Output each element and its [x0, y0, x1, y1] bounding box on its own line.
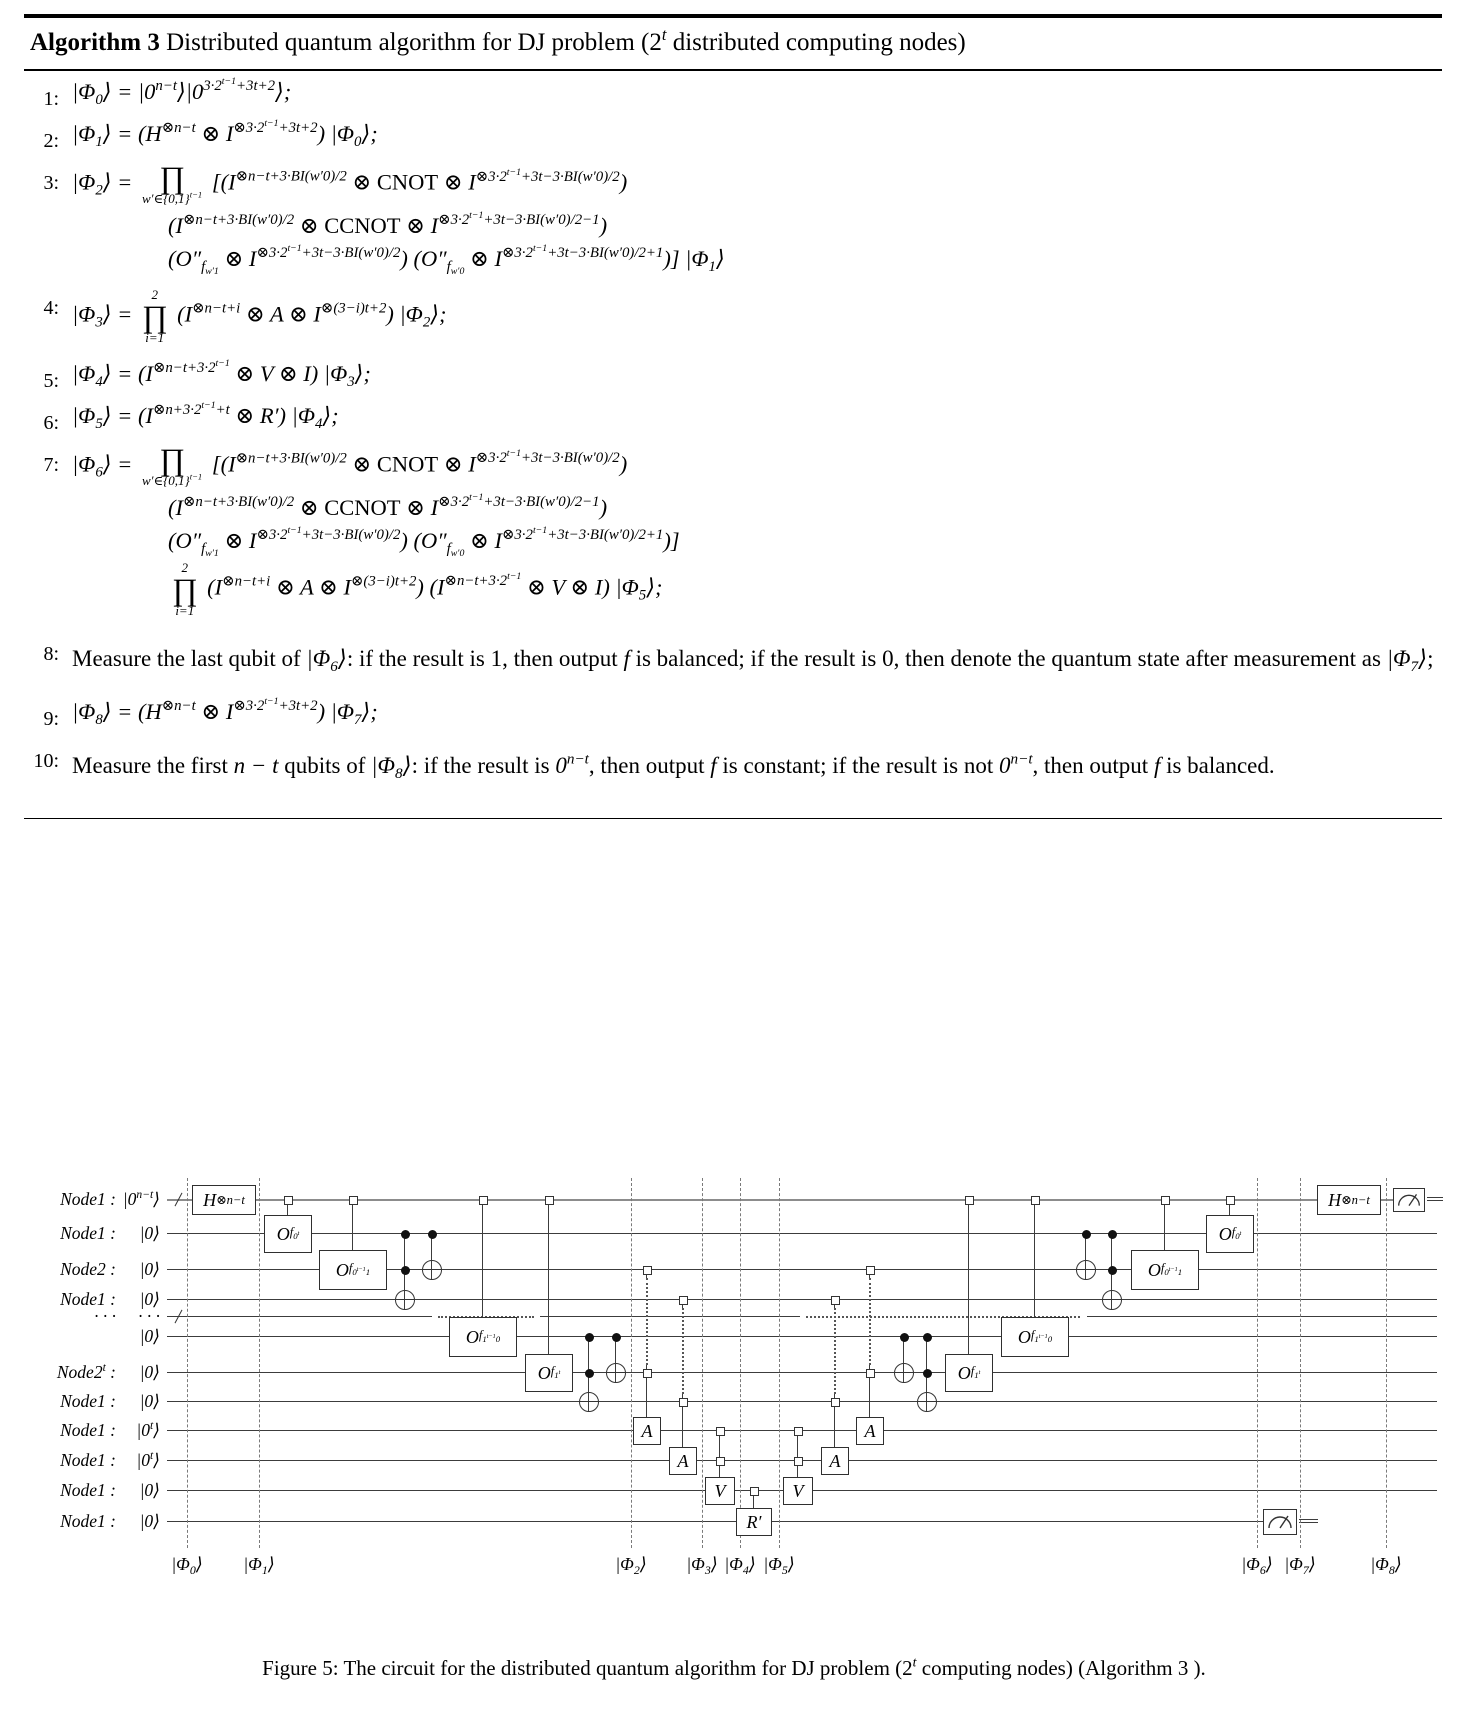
- ctrl-square: [716, 1427, 725, 1436]
- control-dot: [923, 1333, 932, 1342]
- product-symbol: ∏ $w'\in\{0,1\}^{t-1}$: [141, 441, 203, 489]
- state-label: $|\Phi_0⟩$: [171, 1554, 203, 1577]
- wire-line: [167, 1299, 1437, 1300]
- cnot-target-cross: [395, 1299, 415, 1300]
- ctrl-square: [643, 1266, 652, 1275]
- wire-ket-label: |0⟩: [139, 1289, 160, 1310]
- step-number: 7:: [43, 453, 59, 476]
- state-label: $|\Phi_1⟩$: [243, 1554, 275, 1577]
- wire-ket-label: |0$^t$⟩: [136, 1419, 160, 1441]
- ctrl-square: [643, 1369, 652, 1378]
- wire-ket-label: |0⟩: [139, 1259, 160, 1280]
- product-symbol: 2 ∏ i=1: [141, 287, 168, 346]
- ctrl-square: [1226, 1196, 1235, 1205]
- control-line-dotted: [682, 1308, 684, 1394]
- state-label: $|\Phi_8⟩$: [1370, 1554, 1402, 1577]
- ctrl-square: [349, 1196, 358, 1205]
- barrier-line: [259, 1178, 260, 1548]
- ctrl-square: [831, 1296, 840, 1305]
- barrier-line: [702, 1178, 703, 1548]
- control-dot: [612, 1333, 621, 1342]
- wire-ket-label: |0⟩: [139, 1511, 160, 1532]
- step-formula-row: $|\Phi_2⟩$ = ∏ $w'\in\{0,1\}^{t-1}$ [($I^{\otimes n-t+3\cdot BI(w'0)/2}$ ⊗ CNOT ⊗ $I^{\otimes 3\cdot 2^{t-1}+3t-3\cdot BI(w'0)/2}$): [72, 160, 628, 207]
- a-gate-box: A: [821, 1447, 849, 1475]
- control-line: [1164, 1200, 1165, 1250]
- cnot-target-cross: [1076, 1269, 1096, 1270]
- wire-line: [167, 1372, 1437, 1373]
- wire-ket-label: · · ·: [138, 1306, 160, 1327]
- step-number: 1:: [43, 88, 59, 110]
- control-line: [719, 1431, 720, 1477]
- cnot-target-cross: [579, 1401, 599, 1402]
- step-number: 8:: [43, 642, 59, 665]
- a-gate-box: A: [669, 1447, 697, 1475]
- oracle-gate-box: O $f_{0^{t-1}1}$: [319, 1250, 387, 1290]
- a-gate-box: A: [856, 1417, 884, 1445]
- ctrl-square: [866, 1369, 875, 1378]
- figure-5-circuit: [0, 14, 1468, 1722]
- control-line-dotted: [646, 1278, 648, 1365]
- product-symbol: 2 ∏ i=1: [172, 559, 198, 618]
- control-dot: [585, 1369, 594, 1378]
- product-symbol: ∏ $w'\in\{0,1\}^{t-1}$: [141, 160, 203, 207]
- wire-node-label: · · ·: [94, 1306, 116, 1327]
- wire-line-ellipsis: [540, 1316, 800, 1317]
- r-prime-gate-box: R′: [736, 1508, 772, 1536]
- control-line: [1034, 1200, 1035, 1317]
- v-gate-box: V: [783, 1477, 813, 1505]
- wire-node-label: Node1 :: [60, 1420, 116, 1441]
- wire-node-label: Node1 :: [60, 1391, 116, 1412]
- wire-line: [167, 1401, 1437, 1402]
- barrier-line: [187, 1178, 188, 1548]
- oracle-gate-box: O $f_{1^{t-1}0}$: [1001, 1317, 1069, 1357]
- step-formula-row: $|\Phi_6⟩$ = ∏ $w'\in\{0,1\}^{t-1}$ [($I^{\otimes n-t+3\cdot BI(w'0)/2}$ ⊗ CNOT ⊗ $I^{\otimes 3\cdot 2^{t-1}+3t-3\cdot BI(w'0)/2}$): [72, 441, 628, 489]
- ctrl-square: [679, 1398, 688, 1407]
- wire-node-label: Node1 :: [60, 1189, 116, 1210]
- barrier-line: [740, 1178, 741, 1548]
- wire-node-label: Node2 :: [60, 1259, 116, 1280]
- state-label: $|\Phi_4⟩$: [724, 1554, 756, 1577]
- wire-ket-label: |0⟩: [139, 1362, 160, 1383]
- wire-ket-label: |0⟩: [139, 1326, 160, 1347]
- control-line: [548, 1200, 549, 1354]
- step-number: 5:: [43, 369, 59, 392]
- oracle-gate-box: O $f_{0^t}$: [264, 1215, 312, 1253]
- control-line: [482, 1200, 483, 1317]
- step-formula-row: ($I^{\otimes n-t+3\cdot BI(w'0)/2}$ ⊗ CCNOT ⊗ $I^{\otimes 3\cdot 2^{t-1}+3t-3\cdot BI(w'0)/2-1}$): [168, 209, 608, 239]
- control-dot: [1108, 1266, 1117, 1275]
- step-formula-row: $|\Phi_5⟩ = (I^{\otimes n+3\cdot 2^{t-1}+t}$ ⊗ R′) $|\Phi_4⟩$;: [72, 399, 339, 432]
- step-formula-row: $|\Phi_3⟩$ = 2 ∏ i=1 ($I^{\otimes n-t+i}$ ⊗ A ⊗ $I^{\otimes(3-i)t+2}$) $|\Phi_2⟩$;: [72, 287, 447, 346]
- measure-meter-icon: [1393, 1188, 1425, 1212]
- cnot-target-cross: [606, 1372, 626, 1373]
- control-line: [797, 1431, 798, 1477]
- classical-wire: [1299, 1519, 1318, 1523]
- ctrl-square: [831, 1398, 840, 1407]
- step-number: 6:: [43, 411, 59, 434]
- step-number: 4:: [43, 297, 59, 320]
- step-formula-row: Measure the first n − t qubits of $|\Phi_8⟩$: if the result is $0^{n-t}$, then output f is constant; if the result is not $0^{n-t}$, then output f is balanced.: [72, 750, 1275, 782]
- barrier-line: [1257, 1178, 1258, 1548]
- hadamard-gate-box: H ⊗n−t: [192, 1185, 256, 1215]
- cnot-target-cross: [1102, 1299, 1122, 1300]
- step-number: 9:: [43, 708, 59, 731]
- control-line: [352, 1200, 353, 1250]
- ctrl-square: [479, 1196, 488, 1205]
- step-number: 2:: [43, 130, 59, 152]
- wire-line-ellipsis: [167, 1316, 432, 1317]
- control-line-dotted: [869, 1278, 871, 1365]
- ctrl-square: [866, 1266, 875, 1275]
- step-formula-row: ($O''_{f_{w'1}}$ ⊗ $I^{\otimes 3\cdot 2^{t-1}+3t-3\cdot BI(w'0)/2}$) ($O''_{f_{w'0}}$ ⊗ $I^{\otimes 3\cdot 2^{t-1}+3t-3\cdot BI(w'0)/2+1}$)] $|\Phi_1⟩$: [168, 242, 725, 277]
- wire-ket-label: |0⟩: [139, 1480, 160, 1501]
- oracle-gate-box: O $f_{1^{t-1}0}$: [449, 1317, 517, 1357]
- step-formula-row: $|\Phi_8⟩ = (H^{\otimes n-t}$ ⊗ $I^{\otimes 3\cdot 2^{t-1}+3t+2}$) $|\Phi_7⟩$;: [72, 695, 378, 728]
- ctrl-square: [750, 1487, 759, 1496]
- wire-node-label: Node1 :: [60, 1223, 116, 1244]
- oracle-gate-box: O $f_{0^{t-1}1}$: [1131, 1250, 1199, 1290]
- control-dot: [585, 1333, 594, 1342]
- state-label: $|\Phi_2⟩$: [615, 1554, 647, 1577]
- wire-node-label: Node1 :: [60, 1289, 116, 1310]
- step-formula-row: ($O''_{f_{w'1}}$ ⊗ $I^{\otimes 3\cdot 2^{t-1}+3t-3\cdot BI(w'0)/2}$) ($O''_{f_{w'0}}$ ⊗ $I^{\otimes 3\cdot 2^{t-1}+3t-3\cdot BI(w'0)/2+1}$)]: [168, 524, 680, 559]
- control-dot: [900, 1333, 909, 1342]
- state-label: $|\Phi_3⟩$: [686, 1554, 718, 1577]
- barrier-line: [779, 1178, 780, 1548]
- state-label: $|\Phi_5⟩$: [763, 1554, 795, 1577]
- step-number: 3:: [43, 172, 59, 194]
- wire-line: [167, 1521, 1264, 1522]
- step-formula-row: $|\Phi_1⟩ = (H^{\otimes n-t}$ ⊗ $I^{\otimes 3\cdot 2^{t-1}+3t+2}$) $|\Phi_0⟩$;: [72, 117, 378, 150]
- control-dot: [923, 1369, 932, 1378]
- wire-ket-label: |0$^t$⟩: [136, 1449, 160, 1471]
- a-gate-box: A: [633, 1417, 661, 1445]
- algorithm-label: Algorithm 3: [30, 29, 160, 56]
- step-number: 10:: [33, 750, 59, 773]
- ctrl-square: [284, 1196, 293, 1205]
- ctrl-square: [794, 1457, 803, 1466]
- state-label: $|\Phi_6⟩$: [1241, 1554, 1273, 1577]
- hadamard-gate-box: H ⊗n−t: [1317, 1185, 1381, 1215]
- barrier-line: [1300, 1178, 1301, 1548]
- ctrl-square: [1031, 1196, 1040, 1205]
- ctrl-square: [545, 1196, 554, 1205]
- control-line: [968, 1200, 969, 1354]
- ctrl-square: [1161, 1196, 1170, 1205]
- algorithm-title: Distributed quantum algorithm for DJ problem (2$^t$ distributed computing nodes): [166, 24, 966, 56]
- barrier-line: [1386, 1178, 1387, 1548]
- wire-ket-label: $|0^{n-t}⟩$: [122, 1188, 160, 1210]
- ctrl-square: [965, 1196, 974, 1205]
- control-dot: [1108, 1230, 1117, 1239]
- wire-line: [167, 1336, 1437, 1337]
- control-dot: [1082, 1230, 1091, 1239]
- paper-page: [0, 14, 1468, 1680]
- control-dot: [401, 1266, 410, 1275]
- step-formula-row: Measure the last qubit of $|\Phi_6⟩$: if the result is 1, then output f is balanced; if the result is 0, then denote the quantum state after measurement as $|\Phi_7⟩$;: [72, 645, 1434, 675]
- measure-meter-icon: [1263, 1509, 1297, 1535]
- figure-caption: Figure 5: The circuit for the distributed quantum algorithm for DJ problem (2$^t$ computing nodes) (Algorithm 3 ).: [262, 1654, 1206, 1680]
- wire-node-label: Node1 :: [60, 1511, 116, 1532]
- state-label: $|\Phi_7⟩$: [1284, 1554, 1316, 1577]
- step-formula-row: $|\Phi_4⟩ = (I^{\otimes n-t+3\cdot 2^{t-1}}$ ⊗ V ⊗ I) $|\Phi_3⟩$;: [72, 357, 371, 390]
- oracle-gate-box: O $f_{1^t}$: [945, 1354, 993, 1392]
- v-gate-box: V: [705, 1477, 735, 1505]
- ctrl-square: [716, 1457, 725, 1466]
- step-formula-row: ($I^{\otimes n-t+3\cdot BI(w'0)/2}$ ⊗ CCNOT ⊗ $I^{\otimes 3\cdot 2^{t-1}+3t-3\cdot BI(w'0)/2-1}$): [168, 491, 608, 520]
- wire-line-ellipsis: [1087, 1316, 1437, 1317]
- oracle-gate-box: O $f_{0^t}$: [1206, 1215, 1254, 1253]
- cnot-target-cross: [894, 1372, 914, 1373]
- ctrl-square: [679, 1296, 688, 1305]
- wire-node-label: Node2$^t$ :: [56, 1361, 116, 1383]
- wire-node-label: Node1 :: [60, 1480, 116, 1501]
- ctrl-square: [794, 1427, 803, 1436]
- control-dot: [401, 1230, 410, 1239]
- control-dot: [428, 1230, 437, 1239]
- classical-wire: [1427, 1197, 1443, 1201]
- wire-ket-label: |0⟩: [139, 1223, 160, 1244]
- oracle-gate-box: O $f_{1^t}$: [525, 1354, 573, 1392]
- control-line-dotted: [834, 1308, 836, 1394]
- barrier-line: [631, 1178, 632, 1548]
- wire-node-label: Node1 :: [60, 1450, 116, 1471]
- wire-ket-label: |0⟩: [139, 1391, 160, 1412]
- cnot-target-cross: [422, 1269, 442, 1270]
- step-formula-row: 2 ∏ i=1 ($I^{\otimes n-t+i}$ ⊗ A ⊗ $I^{\otimes(3-i)t+2}$) ($I^{\otimes n-t+3\cdot 2^{t-1}}$ ⊗ V ⊗ I) $|\Phi_5⟩$;: [172, 559, 663, 618]
- step-formula-row: $|\Phi_0⟩$ = $|0^{n-t}⟩|0^{3\cdot 2^{t-1}+3t+2}⟩$;: [72, 75, 292, 108]
- cnot-target-cross: [917, 1401, 937, 1402]
